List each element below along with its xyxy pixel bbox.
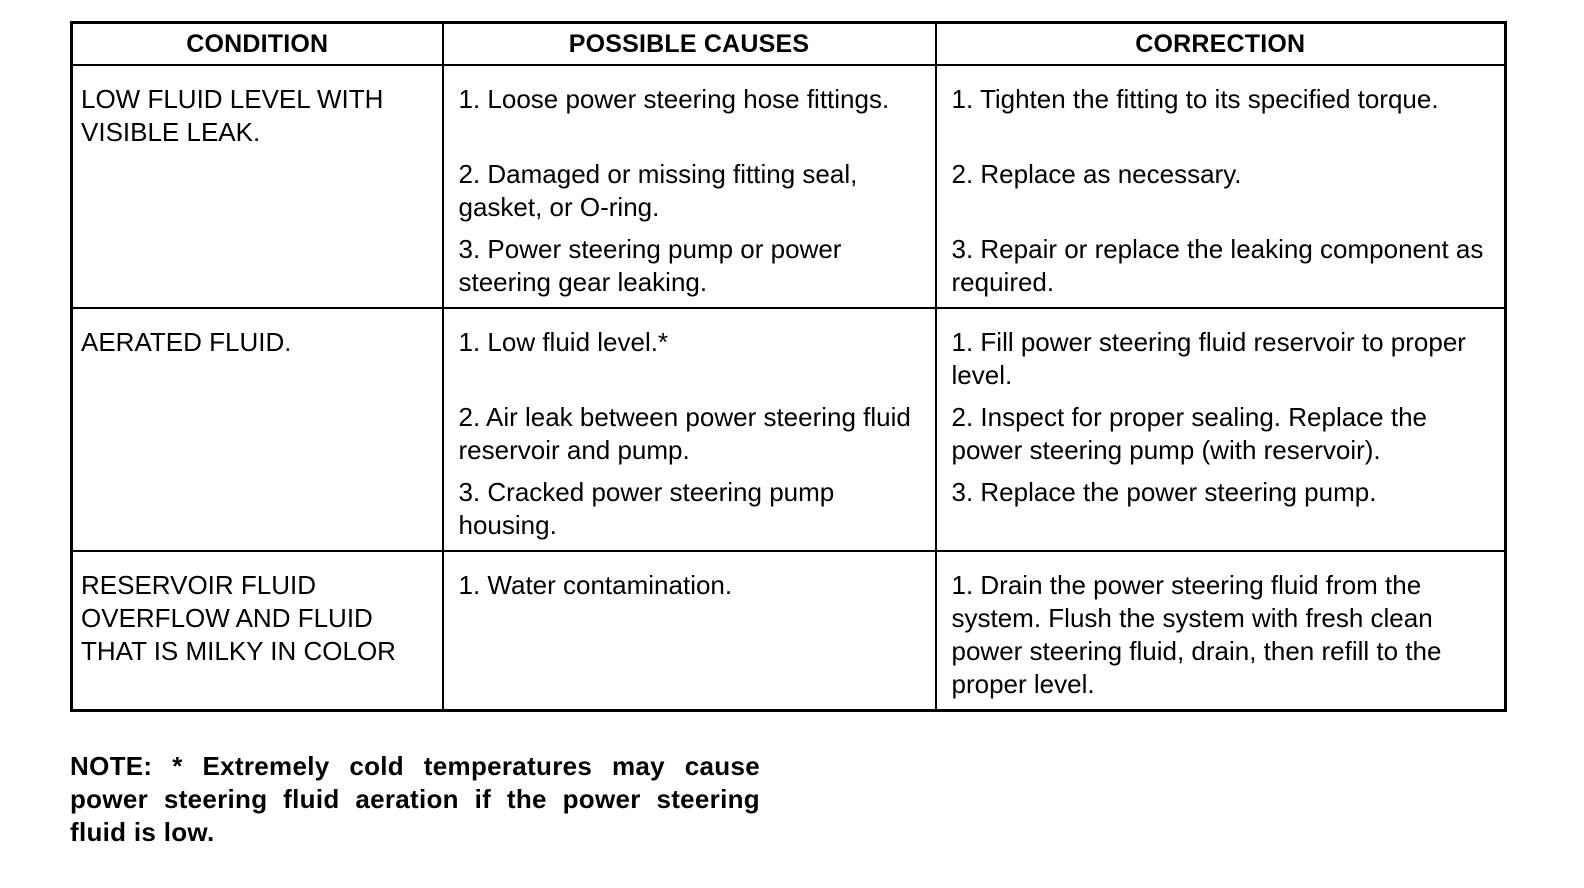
condition-cell: AERATED FLUID.: [72, 308, 443, 551]
cause-item: 2. Damaged or missing fitting seal, gasket, or O-ring.: [458, 159, 858, 222]
diagnosis-table: [70, 21, 1507, 712]
header-correction: CORRECTION: [936, 23, 1506, 66]
cause-item: 1. Low fluid level.*: [458, 327, 669, 357]
table-row: [72, 551, 1506, 711]
correction-item: 1. Tighten the fitting to its specified torque.: [951, 84, 1439, 114]
correction-item: 1. Fill power steering fluid reservoir to proper level.: [951, 327, 1466, 390]
cause-item: 2. Air leak between power steering fluid reservoir and pump.: [458, 402, 911, 465]
causes-cell: [443, 65, 936, 308]
causes-cell: [443, 308, 936, 551]
table-row: [72, 65, 1506, 308]
correction-item: 3. Replace the power steering pump.: [951, 477, 1377, 507]
corrections-cell: [936, 551, 1506, 711]
correction-item: 2. Replace as necessary.: [951, 159, 1242, 189]
header-condition: CONDITION: [72, 23, 443, 66]
causes-cell: [443, 551, 936, 711]
footnote: NOTE: * Extremely cold temperatures may cause power steering fluid aeration if the power steering fluid is low.: [70, 751, 760, 847]
cause-item: 1. Loose power steering hose fittings.: [458, 84, 890, 114]
cause-item: 1. Water contamination.: [458, 570, 733, 600]
correction-item: 1. Drain the power steering fluid from the system. Flush the system with fresh clean power steering fluid, drain, then refill to the proper level.: [951, 570, 1442, 699]
header-possible-causes: POSSIBLE CAUSES: [443, 23, 936, 66]
table-row: [72, 308, 1506, 551]
cause-item: 3. Cracked power steering pump housing.: [458, 477, 835, 540]
cause-item: 3. Power steering pump or power steering gear leaking.: [458, 234, 842, 297]
corrections-cell: [936, 65, 1506, 308]
corrections-cell: [936, 308, 1506, 551]
table-header-row: [72, 23, 1506, 66]
condition-cell: LOW FLUID LEVEL WITH VISIBLE LEAK.: [72, 65, 443, 308]
correction-item: 3. Repair or replace the leaking component as required.: [951, 234, 1484, 297]
correction-item: 2. Inspect for proper sealing. Replace the power steering pump (with reservoir).: [951, 402, 1428, 465]
condition-cell: RESERVOIR FLUID OVERFLOW AND FLUID THAT IS MILKY IN COLOR: [72, 551, 443, 711]
